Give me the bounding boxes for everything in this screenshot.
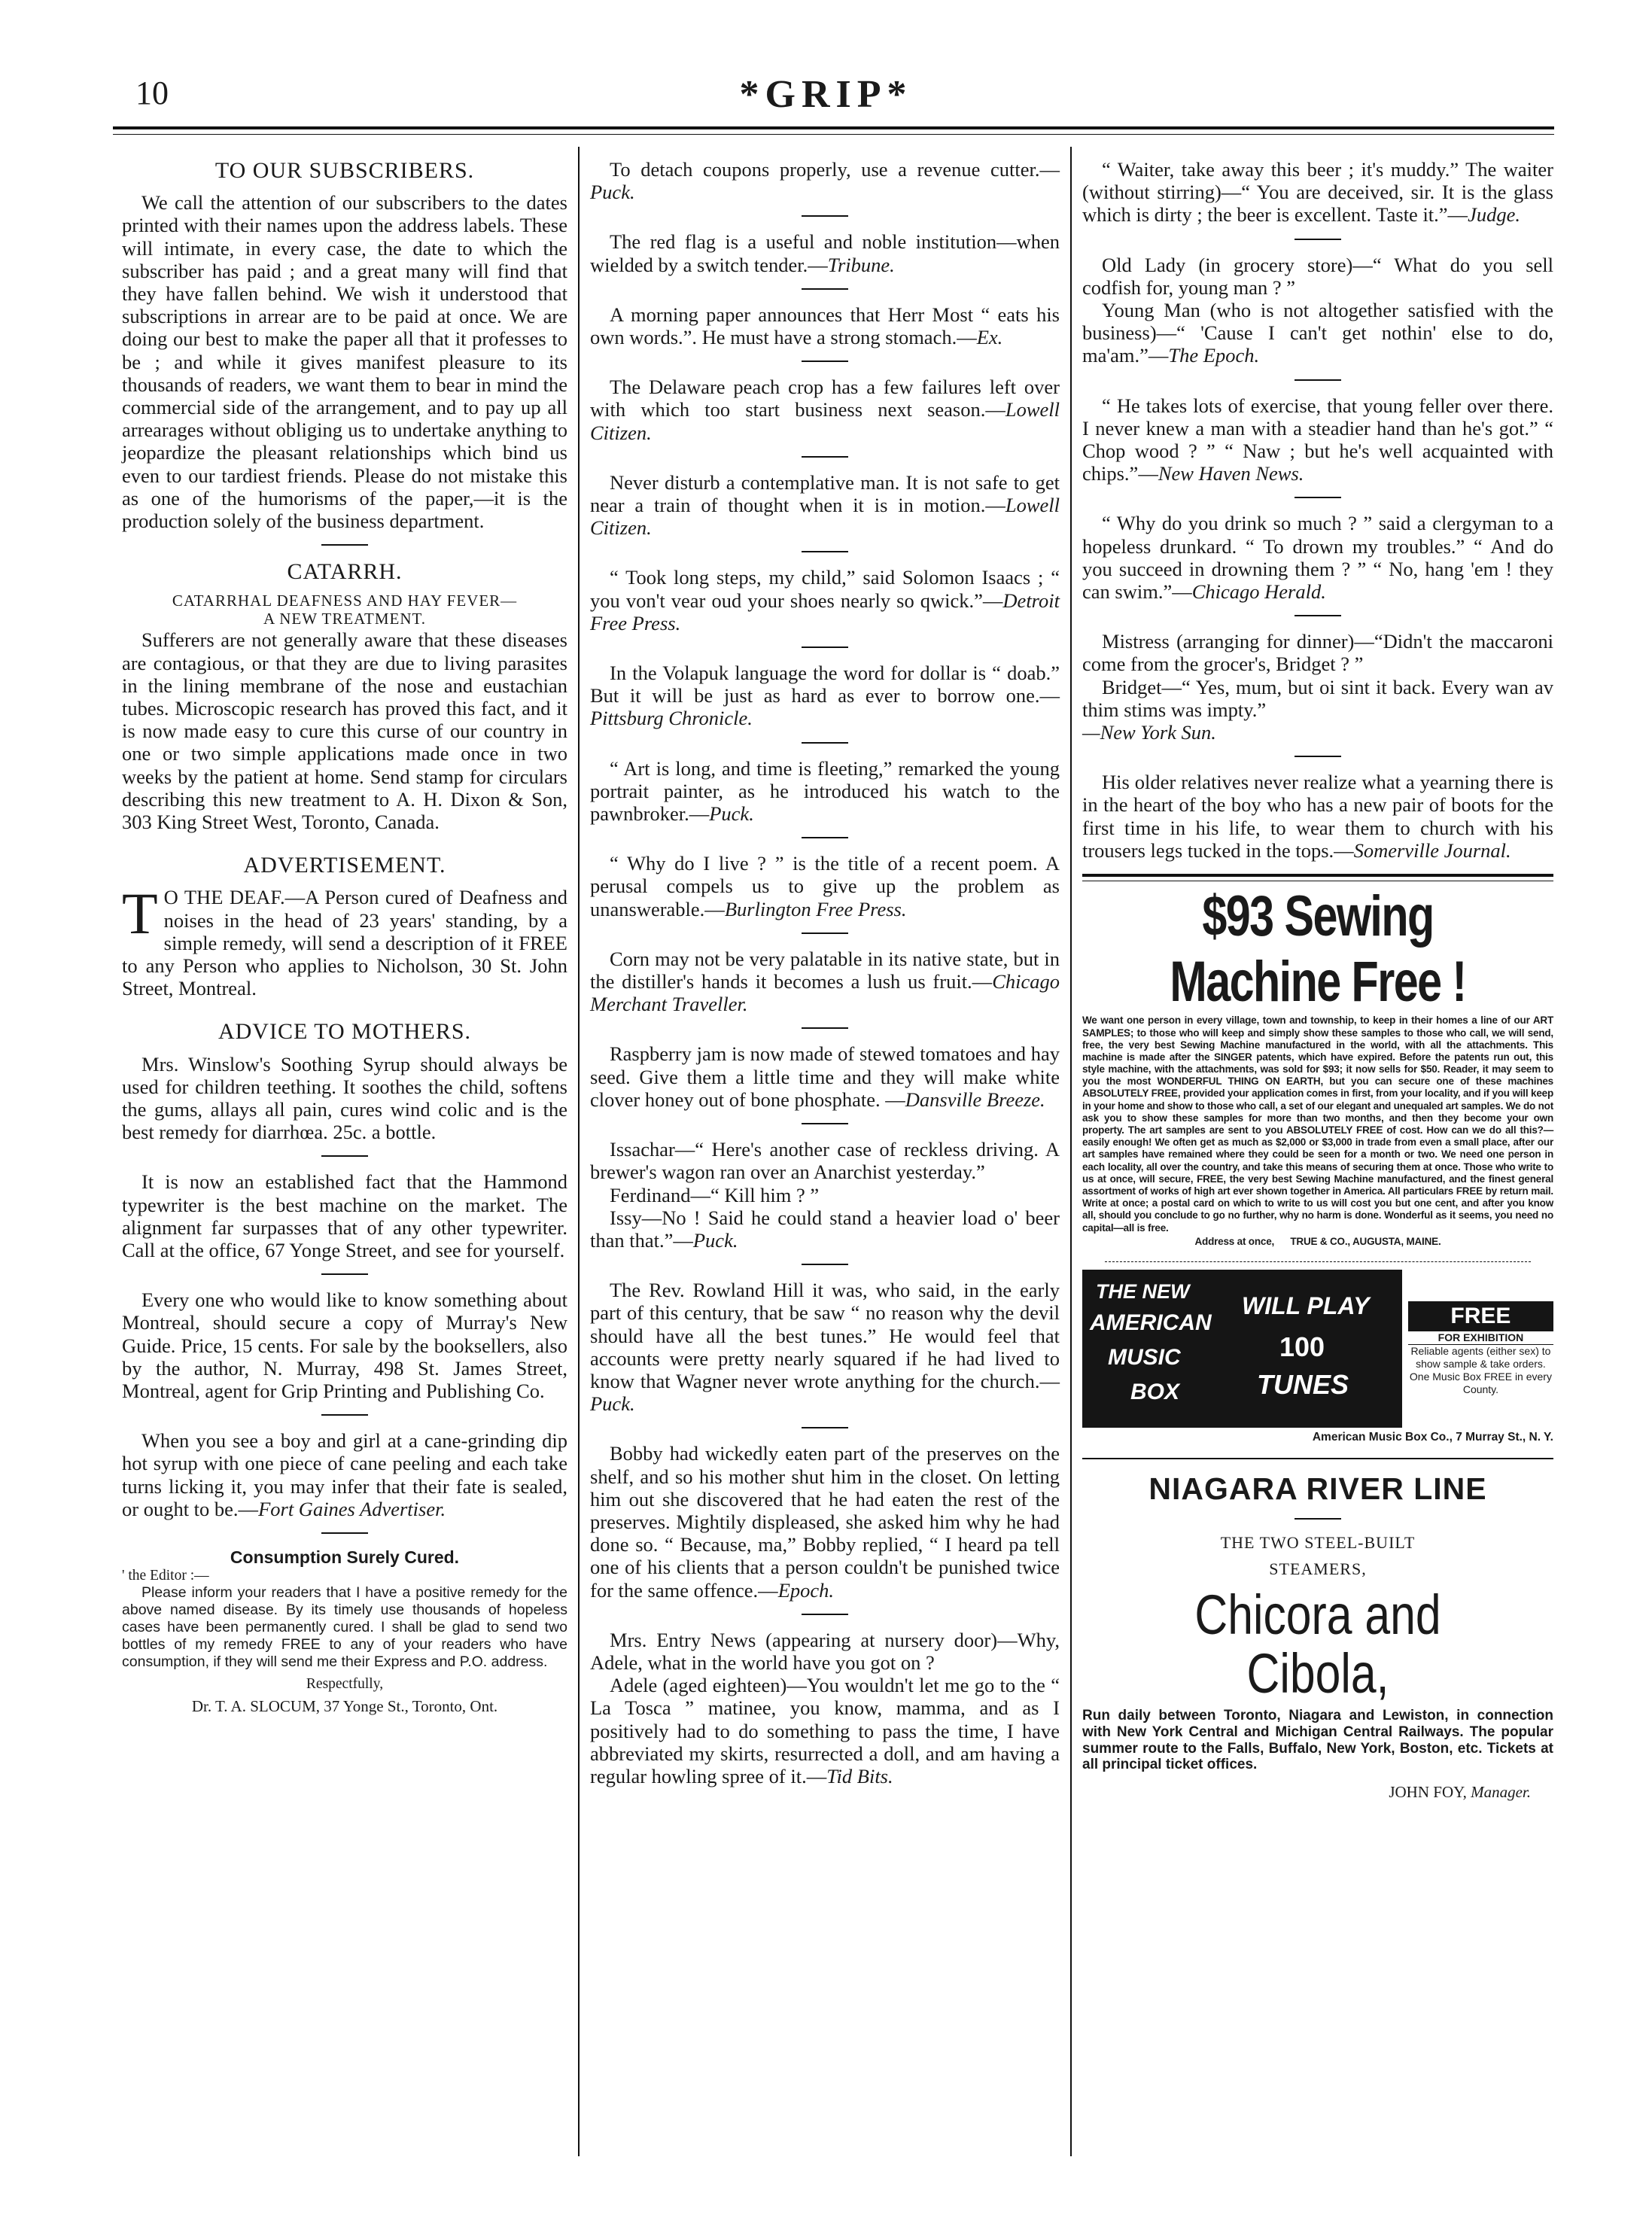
subscribers-title: TO OUR SUBSCRIBERS. — [214, 158, 475, 183]
canegrinding-item — [122, 1429, 567, 1520]
catarrh-subtitle-1: CATARRHAL DEAFNESS AND HAY FEVER— — [172, 592, 518, 610]
entry-line-2 — [590, 1674, 1060, 1787]
niagara-body: Run daily between Toronto, Niagara and Lewiston, in connection with New York Central and Michigan Central Railways. The popular summer route to the Falls, Buffalo, New York, Boston, etc. Tickets at all principal ticket offices. — [1082, 1707, 1553, 1773]
column-3 — [1082, 158, 1553, 1802]
hill-text: The Rev. Rowland Hill it was, who said, in the early part of this century, that be saw “ no reason why the devil should have all the best tunes.” He would feel that accounts were pretty nearly squared if he had lived to know that Wagner never wrote anything for the church.— — [590, 1279, 1060, 1392]
montreal-item: Every one who would like to know something about Montreal, should secure a copy of Murray's New Guide. Price, 15 cents. For sale by the booksellers, also by the author, N. Murray, 498 St. James Street, Montreal, agent for Grip Printing and Publishing Co. — [122, 1288, 567, 1402]
music-box-company: American Music Box Co., 7 Murray St., N. Y. — [1312, 1430, 1553, 1444]
joke-item — [590, 852, 1060, 920]
separator — [802, 361, 848, 362]
ferdinand-line: Ferdinand—“ Kill him ? ” — [610, 1183, 820, 1206]
column-1 — [122, 158, 567, 1716]
music-box-side-text — [1402, 1301, 1553, 1395]
niagara-title: NIAGARA RIVER LINE — [1148, 1471, 1487, 1506]
joke-item — [590, 662, 1060, 730]
separator — [321, 544, 368, 546]
waiter-text: “ Waiter, take away this beer ; it's muddy.” The waiter (without stirring)—“ You are deceived, sir. It is the glass which is dirty ; the beer is excellent. Taste it.”— — [1082, 158, 1553, 227]
separator — [1295, 615, 1341, 616]
separator — [1295, 1518, 1341, 1520]
joke-source: Burlington Free Press. — [724, 897, 907, 920]
separator — [802, 456, 848, 458]
joke-source: Lowell Citizen. — [590, 494, 1060, 540]
joke-item — [590, 1042, 1060, 1111]
canegrinding-body: When you see a boy and girl at a cane-grinding dip hot syrup with one piece of cane peeling and each take turns licking it, you may infer that their fate is sealed, or ought to be.— — [122, 1429, 567, 1520]
joke-text: To detach coupons properly, use a revenue cutter.— — [610, 158, 1060, 181]
separator — [802, 837, 848, 838]
separator — [802, 1614, 848, 1615]
canegrinding-source: Fort Gaines Advertiser. — [258, 1497, 446, 1520]
mistress-line-1: Mistress (arranging for dinner)—“Didn't the maccaroni come from the grocer's, Bridget ? ” — [1082, 630, 1553, 676]
consumption-title: Consumption Surely Cured. — [230, 1547, 460, 1567]
mothers-title: ADVICE TO MOTHERS. — [218, 1019, 472, 1045]
consumption-signature: Dr. T. A. SLOCUM, 37 Yonge St., Toronto, Ont. — [191, 1697, 498, 1716]
mothers-body: Mrs. Winslow's Soothing Syrup should always be used for children teething. It soothes the child, softens the gums, allays all pain, cures wind colic and is the best remedy for diarrhœa. 25c. a bottle. — [122, 1052, 567, 1144]
separator — [1295, 379, 1341, 381]
catarrh-title: CATARRH. — [287, 559, 403, 585]
music-box-mid-3: TUNES — [1257, 1368, 1349, 1400]
music-box-left-3: MUSIC — [1108, 1344, 1181, 1370]
ad-rule — [1082, 1458, 1553, 1459]
separator — [802, 288, 848, 290]
music-box-agents: Reliable agents (either sex) to show sample & take orders. One Music Box FREE in every County. — [1409, 1345, 1552, 1395]
separator — [1295, 756, 1341, 757]
joke-source: Lowell Citizen. — [590, 398, 1060, 444]
music-box-free: FREE — [1408, 1301, 1553, 1331]
subscribers-body: We call the attention of our subscribers to the dates printed with their names upon the address labels. These will intimate, in every case, the date to which the subscriber has paid ; and a great many will find that they have fallen behind. We wish it understood that subscriptions in arrear are to be paid at once. We are doing our best to make the paper all that it professes to be ; and while it gives manifest pleasure to its thousands of readers, we want them to bear in mind the commercial side of the arrangement, and to pay up all arrearages without obliging us to undertake anything to jeopardize the pleasant relationships which bind us even to our tardiest friends. Please do not mistake this as one of the humorisms of the paper,—it is the production solely of the business department. — [122, 191, 567, 533]
separator — [1295, 239, 1341, 240]
music-box-mid-2: 100 — [1279, 1331, 1325, 1362]
niagara-manager-title: Manager. — [1471, 1783, 1531, 1802]
boots-text: His older relatives never realize what a yearning there is in the heart of the boy who has a new pair of boots for the first time in his life, to wear them to church with his trousers legs tucked in the tops.— — [1082, 771, 1553, 862]
joke-source: Dansville Breeze. — [905, 1088, 1045, 1111]
advertisement-title: ADVERTISEMENT. — [243, 853, 446, 878]
jokes-list — [590, 158, 1060, 1124]
boots-source: Somerville Journal. — [1353, 838, 1511, 862]
advertisement-body: O THE DEAF.—A Person cured of Deafness and noises in the head of 23 years' standing, by a simple remedy, will send a description of it FREE to any Person who applies to Nicholson, 30 St. John Street, Montreal. — [122, 886, 567, 1000]
niagara-manager-line — [1082, 1784, 1553, 1802]
separator — [1295, 497, 1341, 498]
waiter-item — [1082, 158, 1553, 227]
boots-item — [1082, 771, 1553, 862]
separator — [802, 742, 848, 744]
joke-item — [590, 376, 1060, 444]
music-box-banner — [1082, 1270, 1402, 1428]
exercise-source: New Haven News. — [1158, 462, 1304, 485]
joke-text: A morning paper announces that Herr Most “ eats his own words.”. He must have a strong stomach.— — [590, 303, 1060, 349]
sewing-machine-headline: $93 Sewing Machine Free ! — [1170, 884, 1466, 1014]
consumption-closing: Respectfully, — [306, 1676, 384, 1693]
separator — [802, 215, 848, 217]
joke-text: The red flag is a useful and noble institution—when wielded by a switch tender.— — [590, 230, 1060, 276]
mistress-line-2: Bridget—“ Yes, mum, but oi sint it back. Every wan av thim stims was impty.” — [1082, 675, 1553, 721]
joke-text: The Delaware peach crop has a few failures left over with which too start business next season.— — [590, 376, 1060, 421]
oldlady-text: Young Man (who is not altogether satisfied with the business)—“ 'Cause I can't get nothin' else to do, ma'am.”— — [1082, 299, 1553, 367]
separator — [802, 1123, 848, 1124]
header-rule-thick — [113, 126, 1554, 129]
niagara-ships: Chicora and Cibola, — [1194, 1584, 1441, 1705]
issy-source: Puck. — [692, 1228, 738, 1252]
niagara-sub-2: STEAMERS, — [1269, 1559, 1367, 1579]
separator — [321, 1532, 368, 1534]
catarrh-subtitle-2: A NEW TREATMENT. — [263, 610, 427, 628]
joke-text: Corn may not be very palatable in its native state, but in the distiller's hands it becomes a lush us fruit.— — [590, 947, 1060, 993]
joke-source: Detroit Free Press. — [590, 589, 1060, 634]
separator — [802, 932, 848, 934]
music-box-mid-1: WILL PLAY — [1242, 1291, 1370, 1319]
separator — [321, 1414, 368, 1416]
joke-source: Pittsburg Chronicle. — [590, 707, 753, 730]
music-box-exhibition: FOR EXHIBITION — [1408, 1331, 1553, 1345]
issy-text: Issy—No ! Said he could stand a heavier load o' beer than that.”— — [590, 1206, 1060, 1252]
joke-item — [590, 566, 1060, 634]
separator — [802, 646, 848, 648]
joke-text: “ Took long steps, my child,” said Solomon Isaacs ; “ you von't vear oud your shoes nearly so qwick.”— — [590, 566, 1060, 612]
niagara-sub-1: THE TWO STEEL-BUILT — [1220, 1533, 1416, 1553]
hill-item — [590, 1279, 1060, 1415]
sewing-machine-address: TRUE & CO., AUGUSTA, MAINE. — [1290, 1235, 1441, 1247]
separator — [802, 1264, 848, 1265]
entry-text: Adele (aged eighteen)—You wouldn't let me go to the “ La Tosca ” matinee, you know, mamma, and as I positively had to do something to pass the time, I have abbreviated my skirts, resurrected a doll, and am having a regular howling spree of it.— — [590, 1674, 1060, 1787]
separator — [802, 1027, 848, 1029]
bobby-text: Bobby had wickedly eaten part of the preserves on the shelf, and so his mother shut him in the closet. On letting him out she discovered that he had eaten the rest of the preserves. Mightily displeased, she asked him why he had done so. “ Because, ma,” Bobby replied, “ I heard pa tell one of his clients that a person couldn't be punished twice for the same offence.— — [590, 1442, 1060, 1602]
joke-text: In the Volapuk language the word for dollar is “ doab.” But it will be just as hard as ever to borrow one.— — [590, 662, 1060, 707]
exercise-item — [1082, 394, 1553, 485]
joke-item — [590, 471, 1060, 540]
sewing-machine-body: We want one person in every village, town and township, to keep in their homes a line of our ART SAMPLES; to those who will keep and simply show these samples to those who call, we will send, free, the very best Sewing Machine manufactured in the world, with all the attachments. This machine is made after the SINGER patents, which have expired. Before the patents run out, this style machine, with the attachments, was sold for $93; it now sells for $50. Reader, it may seem to you the most WONDERFUL THING ON EARTH, but you can secure one of these machines ABSOLUTELY FREE, provided your application comes in first, from your locality, and if you will keep in your home and show to those who call, a set of our elegant and unequaled art samples. We do not ask you to show these samples for more than two months, and then they become your own property. The art samples are sent to you ABSOLUTELY FREE of cost. How can we do all this?—easily enough! We often get as much as $2,000 or $3,000 in trade from even a small place, after our art samples have remained where they could be seen for a month or two. We need one person in each locality, all over the country, and take this means of securing them at once. Those who write to us at once, will secure, FREE, the very best Sewing Machine manufactured, and the finest general assortment of works of high art ever shown together in America. All particulars FREE by return mail. Write at once; a postal card on which to write to us will cost you but one cent, and after you know all, should you conclude to go no further, why no harm is done. Wonderful as it seems, you need no capital—all is free. — [1082, 1015, 1553, 1234]
joke-item — [590, 303, 1060, 348]
bobby-item — [590, 1442, 1060, 1601]
entry-source: Tid Bits. — [826, 1764, 893, 1787]
oldlady-source: The Epoch. — [1168, 344, 1260, 367]
music-box-ad — [1082, 1270, 1553, 1428]
oldlady-line-1: Old Lady (in grocery store)—“ What do you sell codfish for, young man ? ” — [1082, 253, 1553, 299]
joke-source: Ex. — [976, 326, 1003, 349]
consumption-body: Please inform your readers that I have a positive remedy for the above named disease. By its timely use thousands of hopeless cases have been permanently cured. I shall be glad to send two bottles of my remedy FREE to any of your readers who have consumption, if they will send me their Express and P.O. address. — [122, 1584, 567, 1671]
music-box-left-2: AMERICAN — [1090, 1310, 1212, 1335]
separator — [802, 1427, 848, 1428]
ad-rule-thick — [1082, 874, 1553, 877]
joke-text: Raspberry jam is now made of stewed tomatoes and hay seed. Give them a little time and they will make white clover honey out of bone phosphate. — — [590, 1042, 1060, 1111]
joke-item — [590, 757, 1060, 826]
bobby-source: Epoch. — [777, 1578, 835, 1602]
music-box-left-4: BOX — [1130, 1379, 1180, 1404]
niagara-manager: JOHN FOY, — [1389, 1783, 1467, 1802]
exercise-text: “ He takes lots of exercise, that young feller over there. I never knew a man with a steadier hand than he's got.” “ Chop wood ? ” “ Naw ; but he's well acquainted with chips.”— — [1082, 394, 1553, 485]
separator — [321, 1273, 368, 1275]
oldlady-line-2 — [1082, 299, 1553, 367]
entry-line-1: Mrs. Entry News (appearing at nursery door)—Why, Adele, what in the world have you got on ? — [590, 1628, 1060, 1674]
separator — [802, 551, 848, 552]
joke-source: Tribune. — [827, 253, 895, 276]
advertisement-body-block — [122, 881, 567, 1000]
joke-item — [590, 948, 1060, 1016]
drink-text: “ Why do you drink so much ? ” said a clergyman to a hopeless drunkard. “ To drown my troubles.” “ And do you succeed in drowning them ? ” “ No, hang 'em ! they can swim.”— — [1082, 512, 1553, 604]
joke-text: Never disturb a contemplative man. It is not safe to get near a train of thought when it is in motion.— — [590, 470, 1060, 517]
joke-source: Puck. — [709, 802, 754, 826]
masthead-title: *GRIP* — [739, 73, 913, 116]
header-rule-thin — [113, 134, 1554, 135]
page-number: 10 — [135, 75, 169, 111]
column-2 — [590, 158, 1060, 1787]
issachar-line: Issachar—“ Here's another case of reckless driving. A brewer's wagon ran over an Anarchist yesterday.” — [590, 1138, 1060, 1184]
advertisement-dropcap: T — [122, 881, 158, 947]
joke-item — [590, 158, 1060, 203]
joke-source: Puck. — [590, 181, 635, 204]
joke-item — [590, 230, 1060, 275]
hill-source: Puck. — [590, 1392, 635, 1416]
drink-item — [1082, 512, 1553, 603]
joke-text: “ Art is long, and time is fleeting,” remarked the young portrait painter, as he introduced his watch to the pawnbroker.— — [590, 756, 1060, 826]
sewing-machine-address-label: Address at once, — [1194, 1235, 1275, 1247]
ad-divider — [1105, 1261, 1531, 1262]
consumption-salutation: ' the Editor :— — [122, 1568, 209, 1584]
mistress-source: —New York Sun. — [1082, 721, 1216, 744]
issy-line — [590, 1206, 1060, 1252]
column-rule-1 — [578, 147, 580, 2156]
typewriter-item: It is now an established fact that the Hammond typewriter is the best machine on the market. The alignment far surpasses that of any other typewriter. Call at the office, 67 Yonge Street, and see for yourself. — [122, 1170, 567, 1261]
sewing-machine-address-line — [1082, 1236, 1553, 1248]
drink-source: Chicago Herald. — [1191, 580, 1326, 604]
column-rule-2 — [1070, 147, 1072, 2156]
waiter-source: Judge. — [1468, 203, 1520, 227]
catarrh-body: Sufferers are not generally aware that these diseases are contagious, or that they are due to living parasites in the lining membrane of the nose and eustachian tubes. Microscopic research has proved this fact, and it is now made easy to cure this curse of our country in one or two simple applications made once in two weeks by the patient at home. Send stamp for circulars describing this new treatment to A. H. Dixon & Son, 303 King Street West, Toronto, Canada. — [122, 628, 567, 833]
joke-source: Chicago Merchant Traveller. — [590, 970, 1060, 1016]
separator — [321, 1155, 368, 1157]
joke-text: “ Why do I live ? ” is the title of a recent poem. A perusal compels us to give up the problem as unanswerable.— — [590, 852, 1060, 920]
music-box-left-1: THE NEW — [1096, 1279, 1190, 1303]
